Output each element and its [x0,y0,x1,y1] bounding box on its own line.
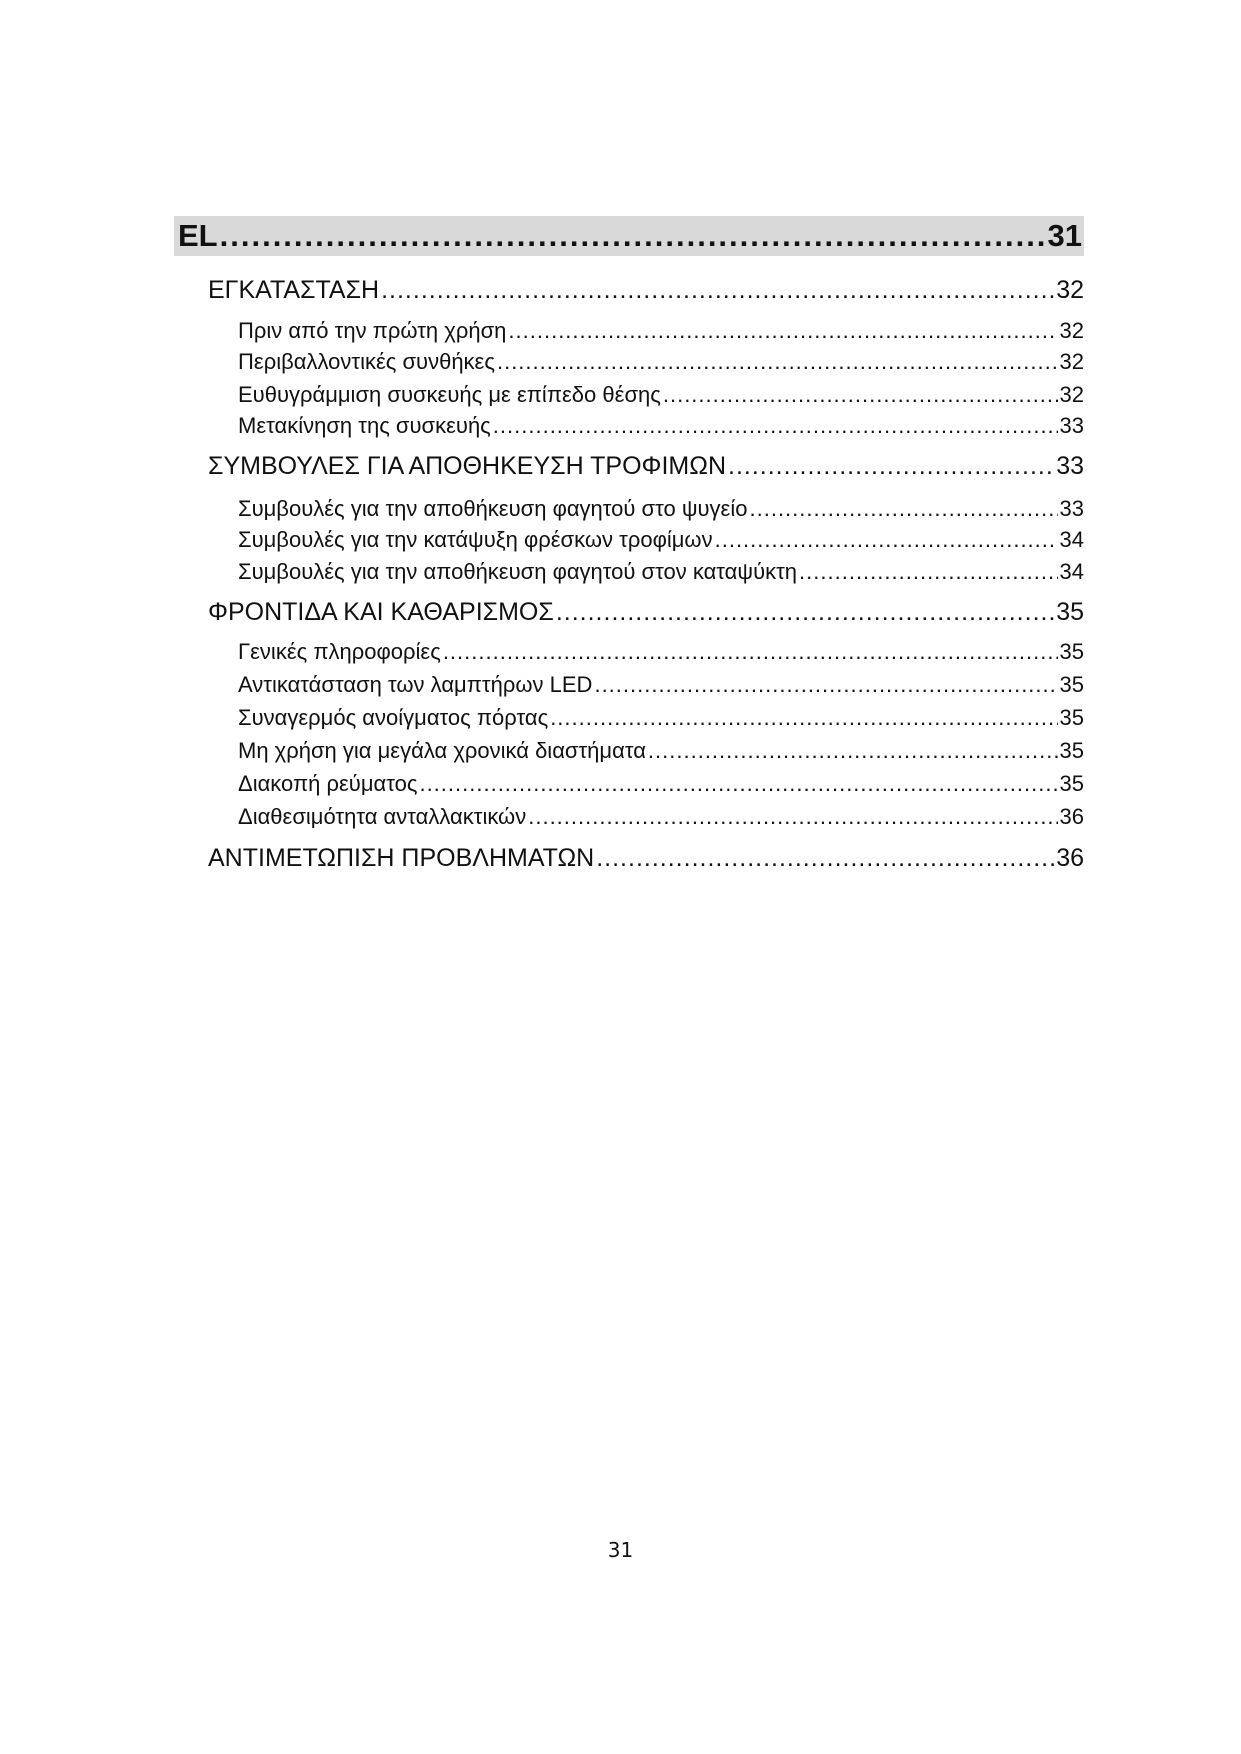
toc-chapter-page: 32 [1056,276,1084,304]
toc-section[interactable] [238,736,1084,766]
toc-section-page: 35 [1059,738,1084,763]
page-number: 31 [607,1538,634,1562]
toc-section[interactable] [238,703,1084,733]
toc-section[interactable] [238,316,1084,346]
toc-chapter-page: 33 [1056,452,1084,480]
toc-section[interactable] [238,411,1084,441]
toc-chapter-label: ΣΥΜΒΟΥΛΕΣ ΓΙΑ ΑΠΟΘΗΚΕΥΣΗ ΤΡΟΦΙΜΩΝ [208,452,726,480]
toc-section-label: Διακοπή ρεύματος [238,771,418,796]
toc-section-label: Ευθυγράμμιση συσκευής με επίπεδο θέσης [238,382,661,407]
toc-dot-leader [443,637,1058,667]
toc-dot-leader [493,411,1058,441]
toc-section-label: Γενικές πληροφορίες [238,639,441,664]
toc-section-label: Συμβουλές για την κατάψυξη φρέσκων τροφίμων [238,527,713,552]
toc-chapter-page: 35 [1056,598,1084,626]
toc-section-page: 35 [1059,771,1084,796]
toc-section-page: 32 [1059,349,1084,374]
toc-section-label: Περιβαλλοντικές συνθήκες [238,349,495,374]
toc-chapter[interactable] [208,842,1084,874]
toc-section-label: Πριν από την πρώτη χρήση [238,318,507,343]
toc-chapter-label: ΕΓΚΑΤΑΣΤΑΣΗ [208,276,380,304]
toc-section[interactable] [238,380,1084,410]
toc-section-page: 33 [1059,413,1084,438]
toc-section-page: 32 [1059,382,1084,407]
toc-chapter-page: 36 [1056,844,1084,872]
toc-section-label: Μη χρήση για μεγάλα χρονικά διαστήματα [238,738,646,763]
toc-section[interactable] [238,557,1084,587]
toc-dot-leader [715,525,1058,555]
toc-section[interactable] [238,525,1084,555]
toc-section-label: Συμβουλές για την αποθήκευση φαγητού στο ψυγείο [238,496,748,521]
toc-chapter-label: ΑΝΤΙΜΕΤΩΠΙΣΗ ΠΡΟΒΛΗΜΑΤΩΝ [208,844,595,872]
toc-section[interactable] [238,347,1084,377]
toc-dot-leader [799,557,1057,587]
toc-section-page: 36 [1059,804,1084,829]
toc-language-header[interactable] [174,216,1084,256]
toc-dot-leader [750,494,1058,524]
toc-chapter-label: ΦΡΟΝΤΙΔΑ ΚΑΙ ΚΑΘΑΡΙΣΜΟΣ [208,598,554,626]
toc-chapter[interactable] [208,274,1084,306]
toc-header-label: EL [178,218,218,253]
toc-dot-leader [596,842,1054,874]
toc-section-page: 32 [1059,318,1084,343]
toc-dot-leader [220,216,1046,256]
toc-section[interactable] [238,637,1084,667]
toc-section-label: Συμβουλές για την αποθήκευση φαγητού στον καταψύκτη [238,559,798,584]
toc-dot-leader [381,274,1054,306]
toc-dot-leader [556,596,1054,628]
toc-header-page: 31 [1047,218,1082,253]
toc-section[interactable] [238,670,1084,700]
toc-section[interactable] [238,494,1084,524]
toc-dot-leader [648,736,1058,766]
toc-dot-leader [728,450,1054,482]
toc-section[interactable] [238,802,1084,832]
toc-dot-leader [508,316,1057,346]
toc-section-label: Αντικατάσταση των λαμπτήρων LED [238,672,593,697]
toc-dot-leader [594,670,1057,700]
toc-section-page: 34 [1059,527,1084,552]
toc-section-label: Μετακίνηση της συσκευής [238,413,491,438]
toc-dot-leader [663,380,1058,410]
toc-dot-leader [419,769,1057,799]
toc-section-page: 35 [1059,672,1084,697]
toc-chapter[interactable] [208,450,1084,482]
toc-section-label: Συναγερμός ανοίγματος πόρτας [238,705,549,730]
toc-section-page: 35 [1059,705,1084,730]
toc-section-page: 33 [1059,496,1084,521]
toc-dot-leader [550,703,1057,733]
toc-section[interactable] [238,769,1084,799]
toc-chapter[interactable] [208,596,1084,628]
toc-section-label: Διαθεσιμότητα ανταλλακτικών [238,804,527,829]
toc-dot-leader [528,802,1057,832]
toc-section-page: 35 [1059,639,1084,664]
toc-dot-leader [497,347,1058,377]
toc-section-page: 34 [1059,559,1084,584]
